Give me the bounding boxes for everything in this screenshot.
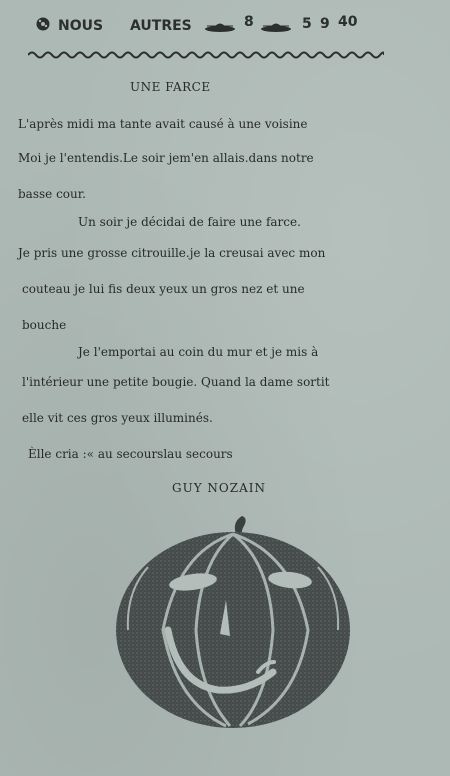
- story-line: elle vit ces gros yeux illuminés.: [22, 411, 213, 425]
- story-line: L'après midi ma tante avait causé à une voisine: [18, 117, 308, 131]
- story-line: Moi je l'entendis.Le soir jem'en allais.dans notre: [18, 151, 314, 165]
- header-number-40: 40: [338, 14, 358, 30]
- header-number-9: 9: [320, 16, 330, 32]
- story-title: UNE FARCE: [130, 80, 211, 94]
- story-line: Je l'emportai au coin du mur et je mis à: [78, 345, 319, 359]
- story-line: basse cour.: [18, 187, 86, 201]
- pumpkin-icon: [108, 512, 358, 732]
- wavy-divider: [28, 50, 384, 60]
- header-number-8: 8: [244, 14, 254, 30]
- header-word-autres: AUTRES: [130, 18, 192, 34]
- signature: GUY NOZAIN: [172, 481, 267, 495]
- story-line: bouche: [22, 318, 67, 332]
- flower-icon: [36, 17, 50, 31]
- story-line: Un soir je décidai de faire une farce.: [78, 215, 301, 229]
- story-line: l'intérieur une petite bougie. Quand la dame sortit: [22, 375, 330, 389]
- header-word-nous: NOUS: [58, 18, 104, 34]
- hat-ornament-icon: [204, 17, 236, 33]
- header-number-5: 5: [302, 16, 312, 32]
- story-line: couteau je lui fis deux yeux un gros nez et une: [22, 282, 305, 296]
- story-line: Èlle cria :« au secourslau secours: [28, 447, 233, 461]
- page-header: [36, 14, 376, 40]
- story-line: Je pris une grosse citrouille.je la creusai avec mon: [18, 246, 326, 260]
- hat-ornament-icon: [260, 17, 292, 33]
